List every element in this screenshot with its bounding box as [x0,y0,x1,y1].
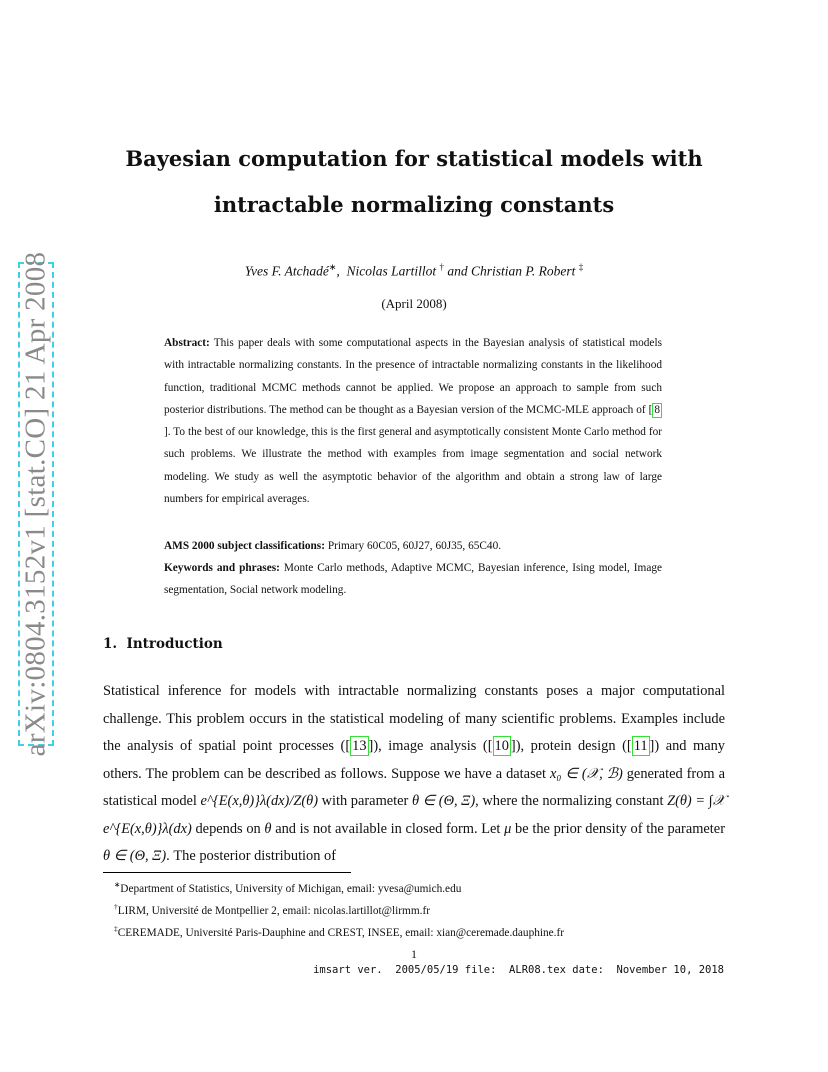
author-conjunction: and [444,263,472,279]
paragraph-text: , where the normalizing constant [475,793,668,809]
citation-link[interactable]: 8 [654,403,660,416]
math-expression: θ [264,820,272,837]
page-number: 1 [411,947,417,961]
abstract-text-continued: ]. To the best of our knowledge, this is the first general and asymptotically consistent Monte Carlo method for such problems. We illustrate the method with examples from image segmentation and social network modeling. We study as well the asymptotic behavior of the algorithm and obtain a strong law of large numbers for empirical averages. [164,426,662,506]
footnote-mark: ‡ [578,262,584,272]
author-name: Yves F. Atchadé [244,263,329,279]
paragraph-text: depends on [191,820,265,837]
abstract-label: Abstract: [164,337,210,349]
math-expression: e^{E(x,θ)}λ(dx)/Z(θ) [200,793,318,809]
author-separator: , [336,263,347,279]
section-title: Introduction [126,636,223,652]
abstract-text: This paper deals with some computational aspects in the Bayesian analysis of statistical models with intractable normalizing constants. In the presence of intractable normalizing constants in the likelihood function, traditional MCMC methods cannot be applied. We propose an approach to sample from such posterior distributions. The method can be thought as a Bayesian version of the MCMC-MLE approach of [ [164,337,662,416]
section-number: 1. [103,636,118,652]
math-expression: Z(θ) = ∫𝒳 e^{E(x,θ)}λ(dx) [103,793,725,837]
paragraph-text: be the prior density of the parameter [511,820,725,837]
math-expression: x₀ ∈ (𝒳, ℬ) [550,765,623,782]
footnote-divider [103,872,351,873]
ams-codes: Primary 60C05, 60J27, 60J35, 65C40. [327,540,502,552]
footnote-mark: ∗ [114,880,121,889]
author-name: Christian P. Robert [471,263,576,279]
math-expression: θ ∈ (Θ, Ξ) [411,793,476,809]
introduction-paragraph [103,678,725,871]
abstract [164,332,662,510]
footnote-text: CEREMADE, Université Paris-Dauphine and CREST, INSEE, email: xian@ceremade.dauphine.fr [117,926,565,939]
footnote-text: Department of Statistics, University of Michigan, email: yvesa@umich.edu [120,882,462,895]
footnote [114,920,564,942]
paper-title-line-2: intractable normalizing constants [213,192,615,217]
keywords [164,557,662,602]
paragraph-text: ]) and many others. The problem can be described as follows. Suppose we have a dataset [103,738,725,782]
ams-classification [164,535,662,557]
footnote [114,876,564,898]
author-name: Nicolas Lartillot [346,263,437,279]
paragraph-text: with parameter [318,793,412,809]
citation-link[interactable]: 10 [494,738,509,754]
footnote-mark: † [114,901,118,911]
footnotes [114,876,564,941]
paragraph-text: Statistical inference for models with intractable normalizing constants poses a major computational challenge. This problem occurs in the statistical modeling of many scientific problems. Examples include the analysis of spatial point processes ([ [103,683,725,754]
paragraph-text: and is not available in closed form. Let [271,820,505,837]
paragraph-text: ]), image analysis ([ [368,738,493,754]
footnote-text: LIRM, Université de Montpellier 2, email: nicolas.lartillot@lirmm.fr [117,904,430,917]
footnote-mark: † [439,262,445,272]
citation-link[interactable]: 13 [352,738,367,754]
keywords-text: Monte Carlo methods, Adaptive MCMC, Bayesian inference, Ising model, Image segmentation, Social network modeling. [164,562,663,597]
footnote-mark: ‡ [114,923,118,933]
section-heading [103,636,223,652]
math-expression: μ [504,820,512,837]
author-list [0,262,828,280]
running-footer: imsart ver. 2005/05/19 file: ALR08.tex date: November 10, 2018 [313,964,724,976]
paragraph-text: generated from a statistical model [103,765,725,809]
keywords-label: Keywords and phrases: [164,562,280,574]
paper-title-line-1: Bayesian computation for statistical models with [125,146,703,171]
citation-link[interactable]: 11 [633,738,648,754]
arxiv-identifier: arXiv:0804.3152v1 [stat.CO] 21 Apr 2008 [19,251,52,757]
math-expression: θ ∈ (Θ, Ξ) [103,848,167,864]
paragraph-text: ]), protein design ([ [510,738,632,754]
publication-date: (April 2008) [381,296,447,311]
paragraph-text: . The posterior distribution of [166,848,337,864]
ams-label: AMS 2000 subject classifications: [164,540,325,552]
footnote [114,898,564,920]
footnote-mark: ∗ [328,262,337,272]
